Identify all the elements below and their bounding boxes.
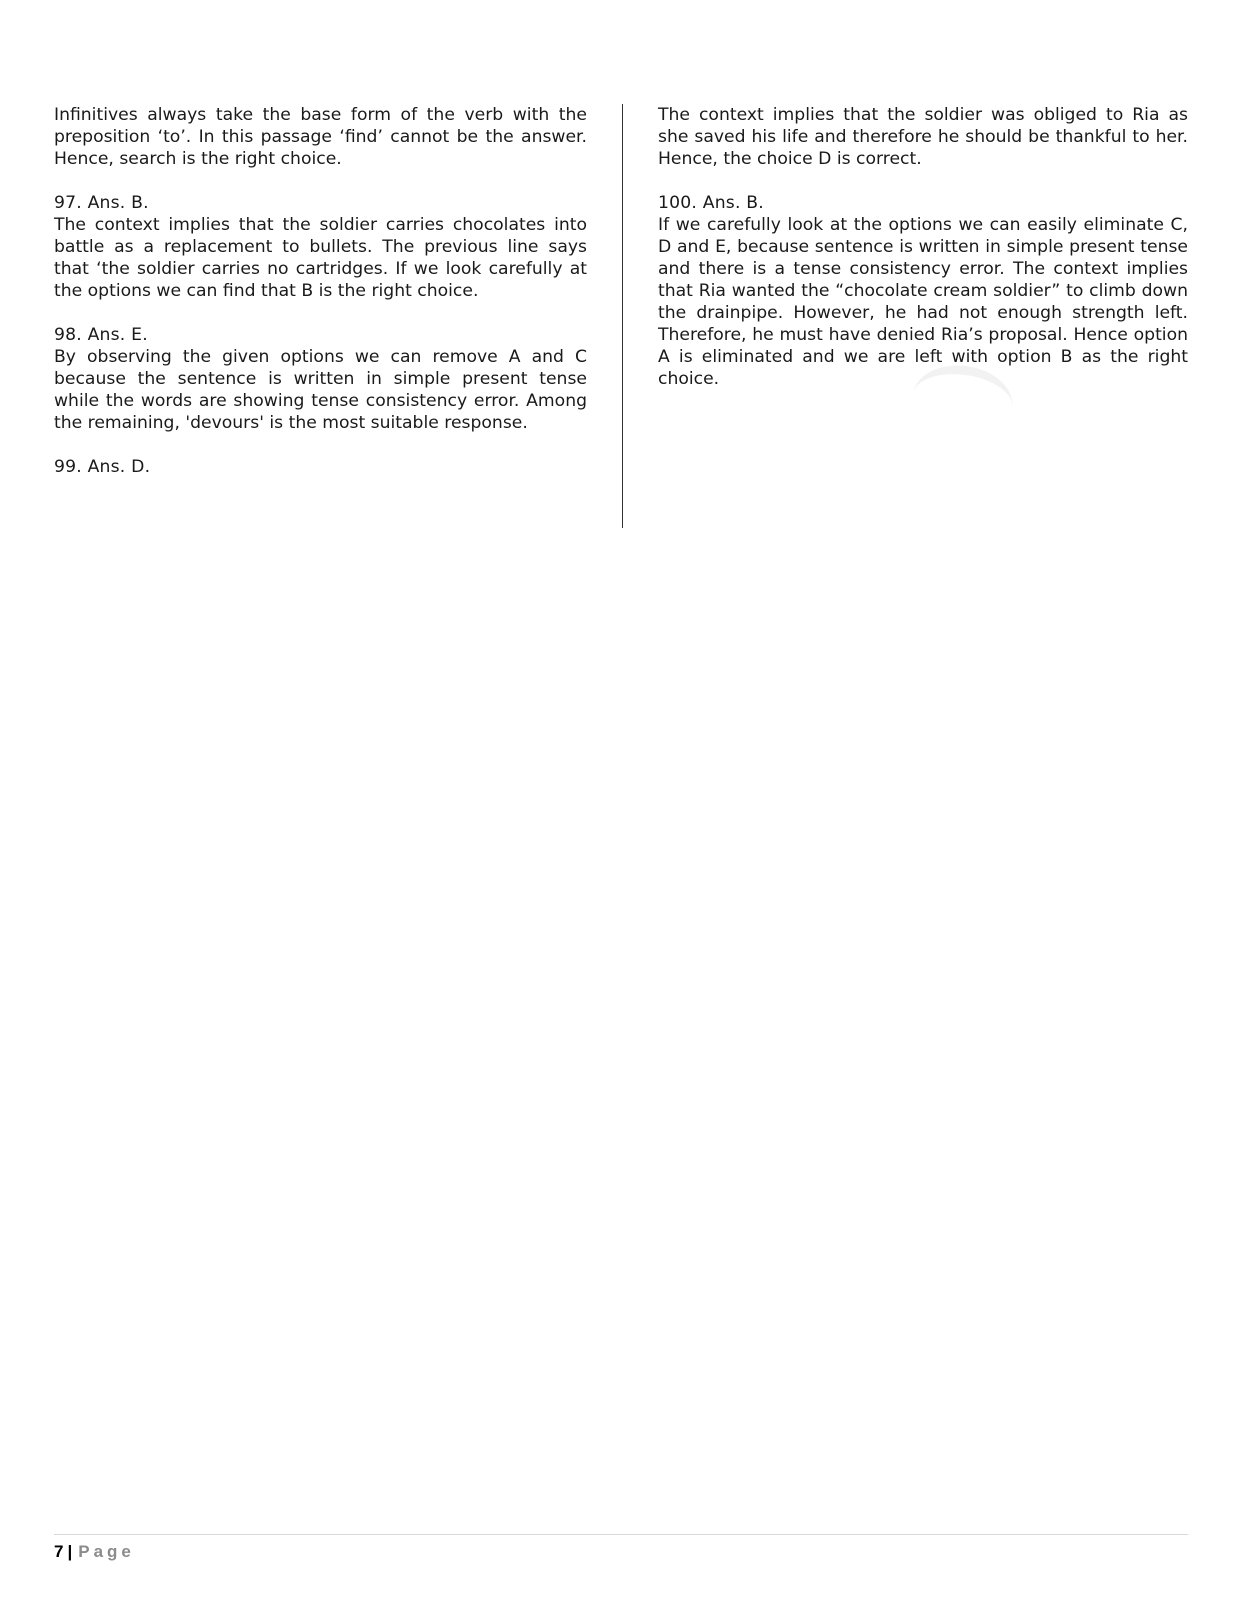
answer-100-explanation: If we carefully look at the options we can easily eliminate C, D and E, because sentence is written in simple present tense and there is a tense consistency error. The context implies that Ria wanted the “chocolate cream soldier” to climb down the drainpipe. However, he had not enough strength left. Therefore, he must have denied Ria’s proposal. Hence option A is eliminated and we are left with option B as the right choice. xyxy=(658,215,1188,389)
answer-98-heading: 98. Ans. E. xyxy=(54,325,148,345)
answer-99-continued-block xyxy=(658,104,1188,170)
answer-97-block xyxy=(54,192,587,302)
footer-separator: | xyxy=(67,1542,73,1561)
right-column xyxy=(658,104,1188,412)
answer-97-explanation: The context implies that the soldier carries chocolates into battle as a replacement to bullets. The previous line says that ‘the soldier carries no cartridges. If we look carefully at the options we can find that B is the right choice. xyxy=(54,215,587,301)
answer-100-block xyxy=(658,192,1188,390)
intro-block xyxy=(54,104,587,170)
answer-99-block xyxy=(54,456,587,478)
answer-99-heading: 99. Ans. D. xyxy=(54,457,151,477)
page-number: 7 xyxy=(54,1542,64,1561)
answer-98-block xyxy=(54,324,587,434)
column-divider xyxy=(622,104,623,528)
answer-100-heading: 100. Ans. B. xyxy=(658,193,764,213)
page-label: Page xyxy=(78,1542,135,1561)
answer-97-heading: 97. Ans. B. xyxy=(54,193,149,213)
answer-99-explanation: The context implies that the soldier was obliged to Ria as she saved his life and therefore he should be thankful to her. Hence, the choice D is correct. xyxy=(658,105,1188,169)
intro-paragraph: Infinitives always take the base form of the verb with the preposition ‘to’. In this passage ‘find’ cannot be the answer. Hence, search is the right choice. xyxy=(54,105,587,169)
answer-98-explanation: By observing the given options we can remove A and C because the sentence is written in simple present tense while the words are showing tense consistency error. Among the remaining, 'devours' is the most suitable response. xyxy=(54,347,587,433)
page-footer xyxy=(54,1541,135,1563)
left-column xyxy=(54,104,587,500)
footer-rule xyxy=(54,1534,1188,1535)
